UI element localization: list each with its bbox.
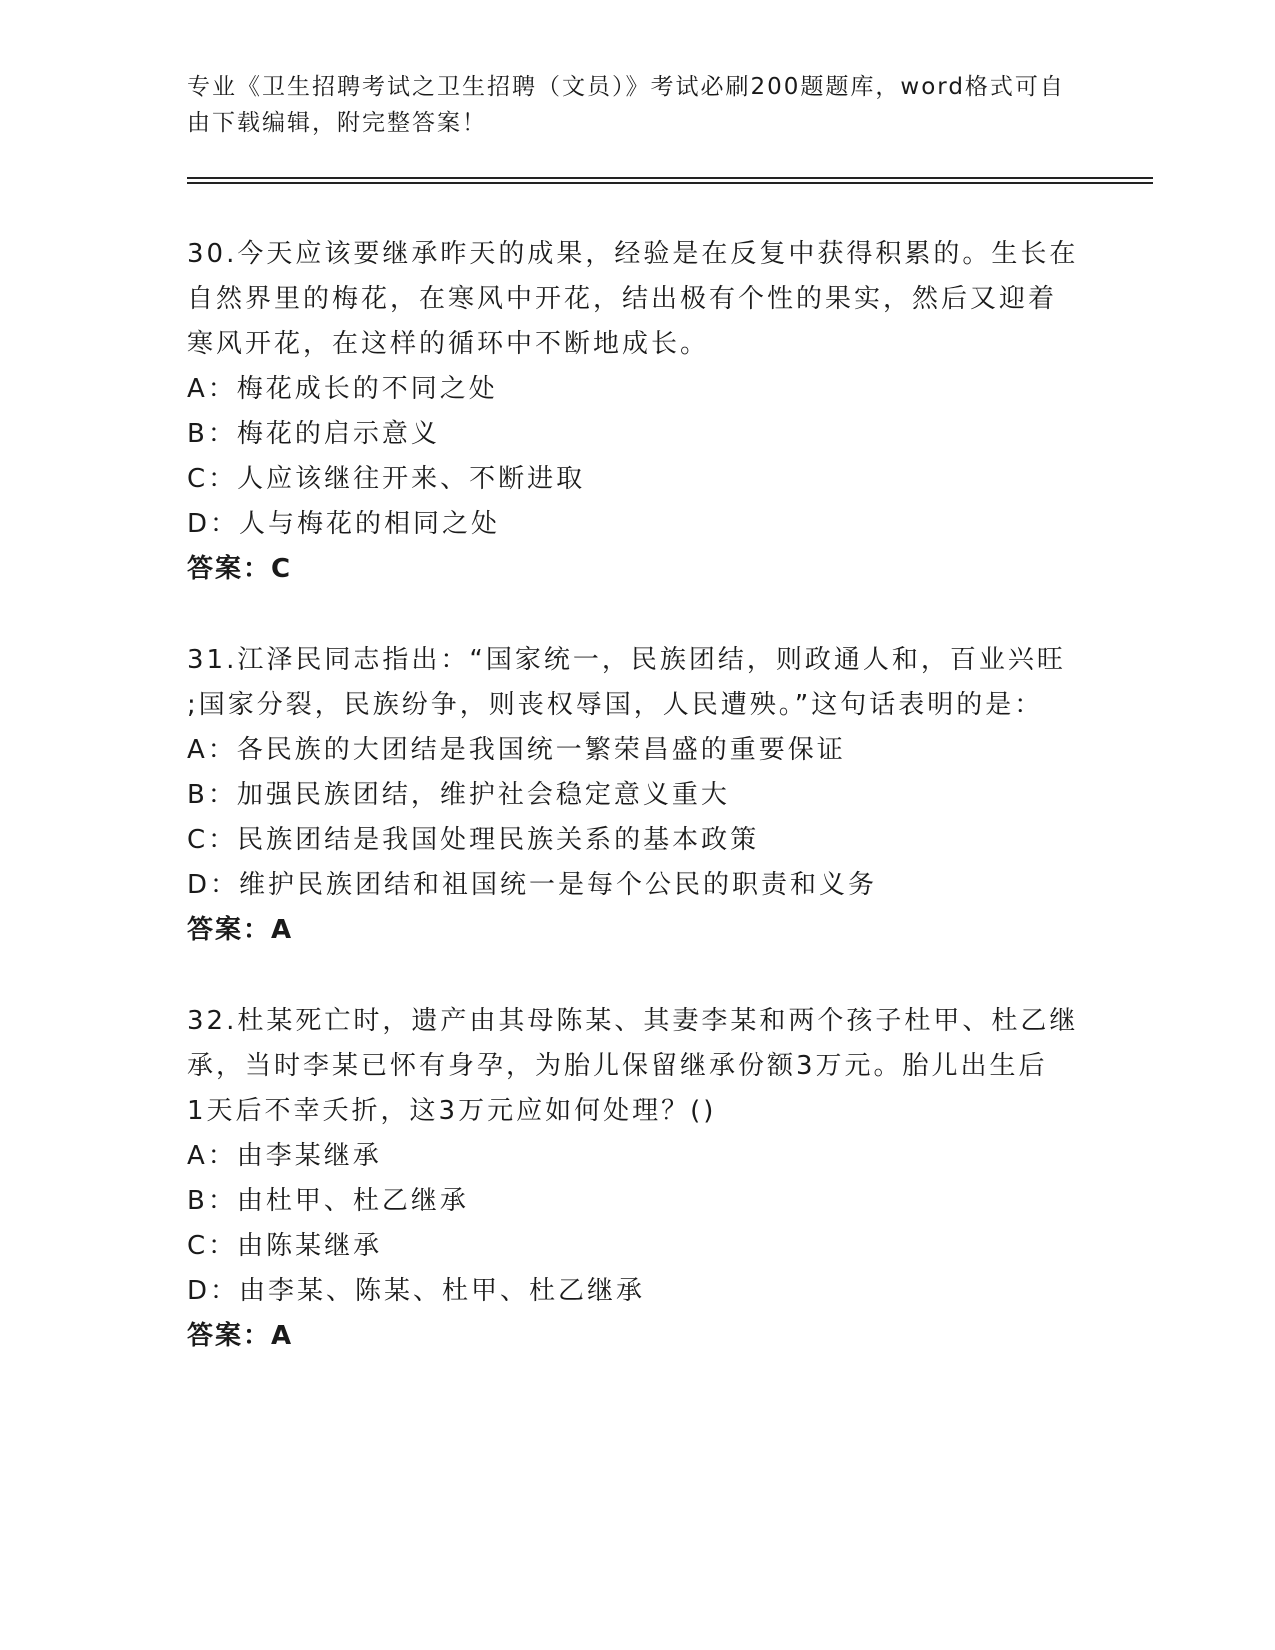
question-30-option-a: A：梅花成长的不同之处 bbox=[187, 374, 498, 404]
question-32-option-c: C：由陈某继承 bbox=[187, 1231, 383, 1261]
question-32-answer: 答案：A bbox=[187, 1321, 294, 1351]
question-32-stem-line-1: 32.杜某死亡时，遗产由其母陈某、其妻李某和两个孩子杜甲、杜乙继 bbox=[187, 1006, 1079, 1036]
question-30-answer: 答案：C bbox=[187, 554, 293, 584]
question-30-stem-line-3: 寒风开花，在这样的循环中不断地成长。 bbox=[187, 329, 710, 359]
question-32-stem-line-3: 1天后不幸夭折，这3万元应如何处理？() bbox=[187, 1096, 717, 1126]
question-31-option-d: D：维护民族团结和祖国统一是每个公民的职责和义务 bbox=[187, 870, 878, 900]
question-31-option-c: C：民族团结是我国处理民族关系的基本政策 bbox=[187, 825, 760, 855]
question-32-stem-line-2: 承，当时李某已怀有身孕，为胎儿保留继承份额3万元。胎儿出生后 bbox=[187, 1051, 1048, 1081]
question-31-answer: 答案：A bbox=[187, 915, 294, 945]
header-rule-bottom bbox=[187, 182, 1153, 184]
question-31-option-b: B：加强民族团结，维护社会稳定意义重大 bbox=[187, 780, 730, 810]
header-line-2: 由下载编辑，附完整答案！ bbox=[187, 110, 487, 136]
question-30-stem-line-1: 30.今天应该要继承昨天的成果，经验是在反复中获得积累的。生长在 bbox=[187, 239, 1079, 269]
question-30-stem-line-2: 自然界里的梅花，在寒风中开花，结出极有个性的果实，然后又迎着 bbox=[187, 284, 1058, 314]
question-31-option-a: A：各民族的大团结是我国统一繁荣昌盛的重要保证 bbox=[187, 735, 846, 765]
question-30-option-d: D：人与梅花的相同之处 bbox=[187, 509, 501, 539]
question-32-option-b: B：由杜甲、杜乙继承 bbox=[187, 1186, 469, 1216]
question-30-option-c: C：人应该继往开来、不断进取 bbox=[187, 464, 586, 494]
question-30-option-b: B：梅花的启示意义 bbox=[187, 419, 440, 449]
question-32-option-a: A：由李某继承 bbox=[187, 1141, 382, 1171]
question-32-option-d: D：由李某、陈某、杜甲、杜乙继承 bbox=[187, 1276, 646, 1306]
header-rule-top bbox=[187, 177, 1153, 179]
question-31-stem-line-2: ;国家分裂，民族纷争，则丧权辱国，人民遭殃。”这句话表明的是： bbox=[187, 690, 1044, 720]
question-31-stem-line-1: 31.江泽民同志指出：“国家统一，民族团结，则政通人和，百业兴旺 bbox=[187, 645, 1066, 675]
header-line-1: 专业《卫生招聘考试之卫生招聘（文员）》考试必刷200题题库，word格式可自 bbox=[187, 74, 1065, 100]
